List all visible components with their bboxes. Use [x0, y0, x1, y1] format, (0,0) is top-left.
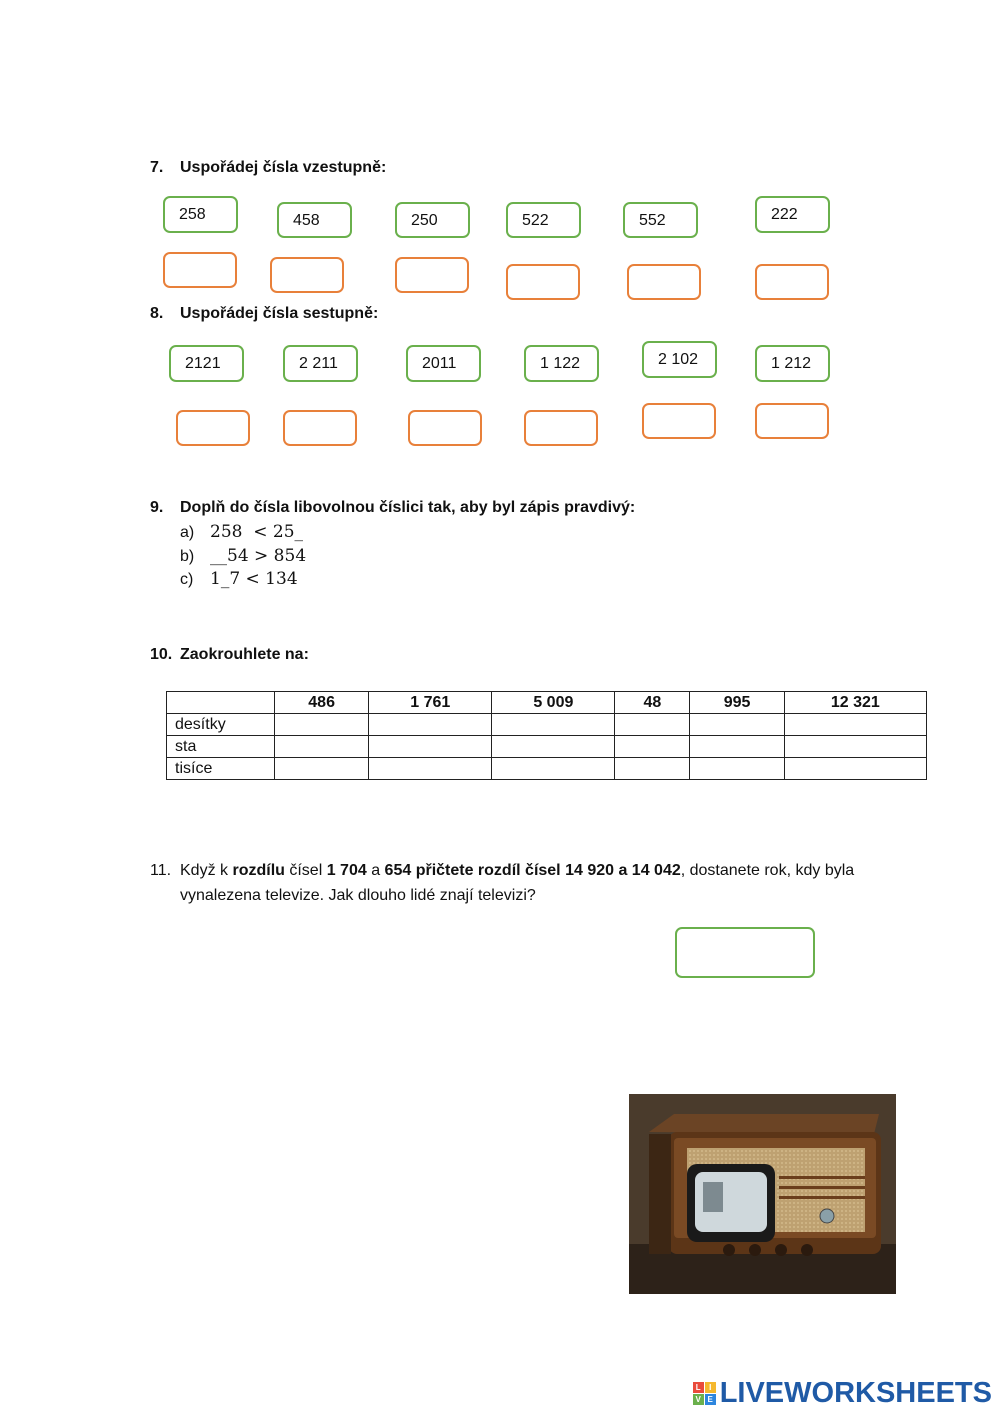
q8-number-box[interactable]: 2121: [169, 345, 244, 382]
answer-cell[interactable]: [275, 758, 369, 780]
q11-text: čísel: [284, 862, 327, 879]
answer-cell[interactable]: [615, 714, 690, 736]
q9-title: [150, 499, 635, 517]
q9-title-text: Doplň do čísla libovolnou číslici tak, aby byl zápis pravdivý:: [180, 499, 636, 516]
q11-bold: rozdílu: [232, 862, 285, 879]
column-header: 1 761: [369, 692, 492, 714]
q7-number-box[interactable]: 258: [163, 196, 238, 233]
brand-name: LIVEWORKSHEETS: [719, 1376, 992, 1409]
answer-cell[interactable]: [690, 758, 784, 780]
q11-text: a: [366, 862, 385, 879]
vintage-tv-photo: [629, 1094, 896, 1294]
q11-text-block: [150, 858, 910, 908]
answer-cell[interactable]: [784, 714, 926, 736]
q11-text: , dostanete rok, kdy byla vynalezena televize. Jak dlouho lidé znají televizi?: [180, 862, 855, 904]
answer-cell[interactable]: [690, 714, 784, 736]
q7-number-box[interactable]: 458: [277, 202, 352, 238]
q8-answer-slot[interactable]: [524, 410, 598, 446]
q7-number-box[interactable]: 222: [755, 196, 830, 233]
q9-item-label: b): [180, 548, 195, 565]
q7-title-text: Uspořádej čísla vzestupně:: [180, 159, 387, 176]
answer-cell[interactable]: [369, 714, 492, 736]
q7-number-box[interactable]: 522: [506, 202, 581, 238]
column-header: 995: [690, 692, 784, 714]
answer-cell[interactable]: [492, 736, 615, 758]
q7-number: 7.: [150, 159, 164, 176]
q8-answer-slot[interactable]: [408, 410, 482, 446]
q8-number: 8.: [150, 305, 164, 322]
q8-number-box[interactable]: 1 212: [755, 345, 830, 382]
liveworksheets-logo: [693, 1376, 992, 1410]
row-label: desítky: [167, 714, 275, 736]
q11-bold: 654 přičtete rozdíl čísel 14 920 a 14 042: [384, 862, 681, 879]
q7-number-box[interactable]: 552: [623, 202, 698, 238]
q9-number: 9.: [150, 499, 164, 516]
answer-cell[interactable]: [615, 736, 690, 758]
table-corner-cell: [167, 692, 275, 714]
q7-title: [150, 159, 386, 177]
q11-answer-box[interactable]: [675, 927, 815, 978]
q9-item-label: c): [180, 571, 194, 588]
answer-cell[interactable]: [784, 758, 926, 780]
answer-cell[interactable]: [615, 758, 690, 780]
q8-answer-slot[interactable]: [283, 410, 357, 446]
answer-cell[interactable]: [784, 736, 926, 758]
q9-item-label: a): [180, 524, 195, 541]
rounding-table: [166, 691, 927, 780]
q8-number-box[interactable]: 2 102: [642, 341, 717, 378]
tv-illustration: [629, 1094, 896, 1294]
row-label: tisíce: [167, 758, 275, 780]
table-header-row: [167, 692, 927, 714]
column-header: 5 009: [492, 692, 615, 714]
q8-number-box[interactable]: 1 122: [524, 345, 599, 382]
q8-answer-slot[interactable]: [755, 403, 829, 439]
row-label: sta: [167, 736, 275, 758]
q11-question: [180, 858, 910, 908]
q8-answer-slot[interactable]: [642, 403, 716, 439]
answer-cell[interactable]: [369, 736, 492, 758]
q9-item-expression[interactable]: 258 < 25_: [210, 522, 304, 542]
answer-cell[interactable]: [492, 758, 615, 780]
logo-letter: L: [693, 1382, 704, 1393]
q7-answer-slot[interactable]: [163, 252, 237, 288]
q8-title: [150, 305, 378, 323]
q7-answer-slot[interactable]: [270, 257, 344, 293]
answer-cell[interactable]: [275, 736, 369, 758]
q7-answer-slot[interactable]: [506, 264, 580, 300]
answer-cell[interactable]: [369, 758, 492, 780]
q9-item-c: [180, 569, 298, 589]
q8-answer-slot[interactable]: [176, 410, 250, 446]
q7-number-box[interactable]: 250: [395, 202, 470, 238]
q9-item-b: [180, 546, 306, 566]
q10-title-text: Zaokrouhlete na:: [180, 646, 309, 663]
q11-bold: 1 704: [326, 862, 367, 879]
q9-item-expression[interactable]: __54 > 854: [210, 546, 307, 566]
logo-letter: I: [705, 1382, 716, 1393]
q8-number-box[interactable]: 2011: [406, 345, 481, 382]
table-row: [167, 758, 927, 780]
logo-mark-icon: [693, 1382, 716, 1405]
table-row: [167, 736, 927, 758]
q9-item-expression[interactable]: 1_7 < 134: [210, 569, 298, 589]
answer-cell[interactable]: [690, 736, 784, 758]
column-header: 486: [275, 692, 369, 714]
q10-number: 10.: [150, 646, 173, 663]
q7-answer-slot[interactable]: [755, 264, 829, 300]
q8-number-box[interactable]: 2 211: [283, 345, 358, 382]
column-header: 12 321: [784, 692, 926, 714]
logo-letter: V: [693, 1394, 704, 1405]
q7-answer-slot[interactable]: [395, 257, 469, 293]
table-row: [167, 714, 927, 736]
logo-letter: E: [705, 1394, 716, 1405]
answer-cell[interactable]: [492, 714, 615, 736]
q10-title: [150, 646, 309, 664]
column-header: 48: [615, 692, 690, 714]
q11-number: 11.: [150, 862, 172, 879]
q8-title-text: Uspořádej čísla sestupně:: [180, 305, 379, 322]
q11-text: Když k: [180, 862, 233, 879]
q7-answer-slot[interactable]: [627, 264, 701, 300]
q9-item-a: [180, 522, 303, 542]
answer-cell[interactable]: [275, 714, 369, 736]
